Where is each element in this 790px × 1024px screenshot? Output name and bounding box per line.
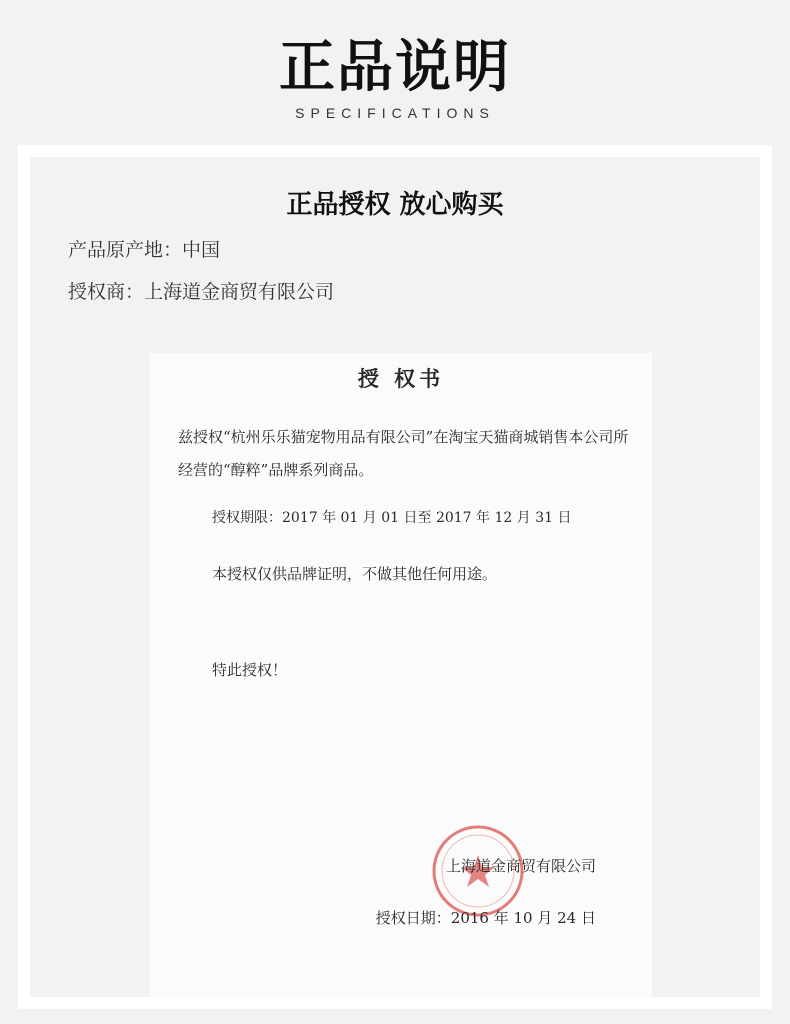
content-frame	[18, 145, 772, 1009]
document-period: 授权期限：2017 年 01 月 01 日至 2017 年 12 月 31 日	[212, 510, 572, 526]
origin-text: 产品原产地：中国	[68, 239, 221, 261]
document-usage: 本授权仅供品牌证明，不做其他任何用途。	[212, 565, 498, 583]
document-title: 授 权书	[357, 366, 445, 391]
dealer-text: 授权商：上海道金商贸有限公司	[68, 281, 335, 303]
document-closing: 特此授权！	[212, 661, 288, 679]
panel-heading: 正品授权 放心购买	[286, 190, 504, 220]
page-header	[0, 0, 790, 145]
page-title: 正品说明	[279, 35, 511, 100]
content-panel	[30, 157, 760, 997]
document-date: 授权日期：2016 年 10 月 24 日	[375, 909, 596, 927]
authorization-document	[150, 353, 652, 997]
document-paragraph: 兹授权“杭州乐乐猫宠物用品有限公司”在淘宝天猫商城销售本公司所经营的“醇粹”品牌系列商品。	[178, 428, 629, 479]
page-subtitle: SPECIFICATIONS	[295, 105, 495, 121]
document-company: 上海道金商贸有限公司	[445, 857, 596, 875]
